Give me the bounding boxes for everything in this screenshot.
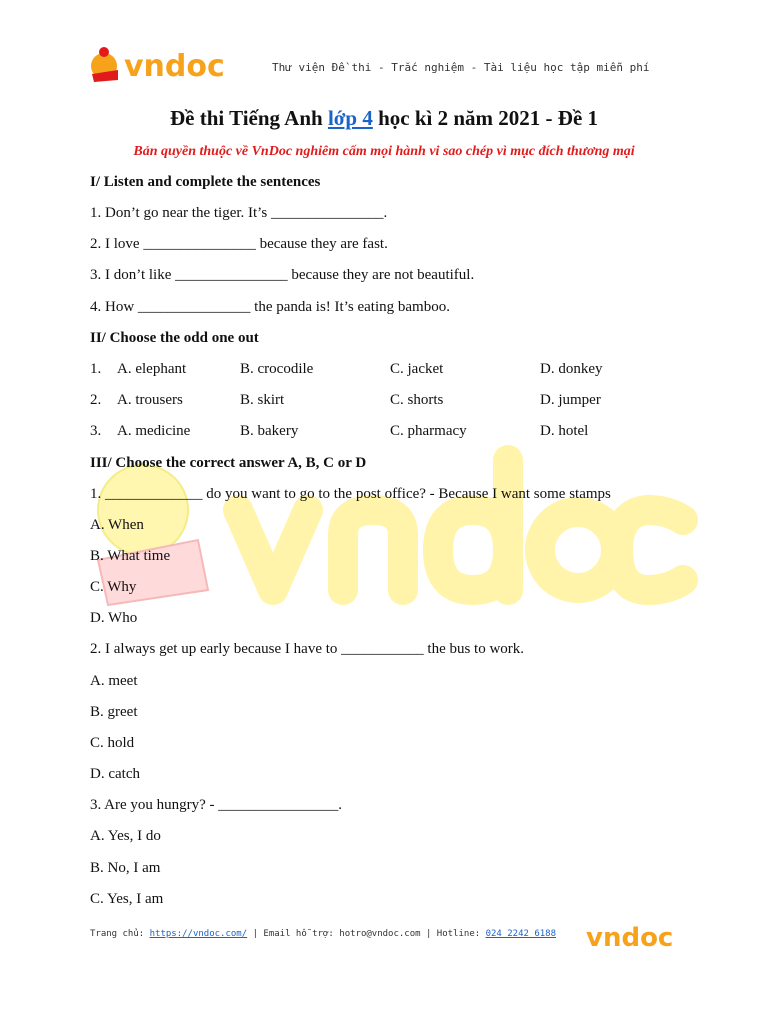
footer-logo-wordmark: vndoc — [586, 923, 674, 952]
q3-option: A. Yes, I do — [90, 828, 161, 844]
logo-wordmark: vndoc — [124, 49, 225, 84]
section-2-heading: II/ Choose the odd one out — [90, 330, 259, 346]
vndoc-logo[interactable] — [88, 44, 238, 84]
q2-option: B. greet — [90, 704, 138, 720]
q2-option: A. meet — [90, 673, 138, 689]
q1-option: B. What time — [90, 548, 171, 564]
odd-option-a: A. elephant — [117, 361, 187, 377]
section-1-heading: I/ Listen and complete the sentences — [90, 174, 321, 190]
odd-option-d: D. hotel — [540, 423, 589, 439]
title-prefix: Đề thi Tiếng Anh — [169, 106, 323, 130]
footer-vndoc-logo[interactable] — [586, 920, 682, 952]
q1-option: C. Why — [90, 579, 137, 595]
odd-option-c: C. shorts — [390, 392, 444, 408]
footer-email-label: | Email hỗ trợ: hotro@vndoc.com | Hotline: — [252, 929, 481, 939]
odd-option-a: A. trousers — [117, 392, 183, 408]
odd-row-number: 2. — [90, 392, 102, 408]
q1-option: D. Who — [90, 610, 138, 626]
q2-option: D. catch — [90, 766, 140, 782]
odd-option-b: B. bakery — [240, 423, 299, 439]
q2-option: C. hold — [90, 735, 135, 751]
odd-option-b: B. crocodile — [240, 361, 314, 377]
page-title — [0, 106, 768, 131]
copyright-notice: Bản quyền thuộc về VnDoc nghiêm cấm mọi hành vi sao chép vì mục đích thương mại — [133, 144, 635, 159]
section-1-item: 4. How _______________ the panda is! It’s eating bamboo. — [90, 299, 450, 315]
title-grade-link[interactable]: lớp 4 — [327, 106, 373, 130]
section-1-item: 1. Don’t go near the tiger. It’s _______________. — [90, 205, 388, 221]
odd-option-d: D. jumper — [540, 392, 601, 408]
q3-option: B. No, I am — [90, 860, 161, 876]
q1-option: A. When — [90, 517, 144, 533]
odd-option-c: C. jacket — [390, 361, 444, 377]
odd-option-b: B. skirt — [240, 392, 285, 408]
tagline: Thư viện Đề thi - Trắc nghiệm - Tài liệu học tập miễn phí — [272, 61, 650, 74]
odd-option-d: D. donkey — [540, 361, 603, 377]
question-2: 2. I always get up early because I have to ___________ the bus to work. — [90, 641, 525, 657]
odd-option-c: C. pharmacy — [390, 423, 467, 439]
section-1-item: 2. I love _______________ because they are fast. — [90, 236, 388, 252]
footer-home-link[interactable]: https://vndoc.com/ — [149, 929, 248, 939]
odd-row-number: 1. — [90, 361, 102, 377]
odd-option-a: A. medicine — [117, 423, 191, 439]
title-suffix: học kì 2 năm 2021 - Đề 1 — [378, 106, 599, 130]
footer-hotline-link[interactable]: 024 2242 6188 — [485, 929, 557, 939]
odd-row-number: 3. — [90, 423, 102, 439]
footer-home-label: Trang chủ: — [90, 929, 145, 939]
section-1-item: 3. I don’t like _______________ because they are not beautiful. — [90, 267, 475, 283]
question-3: 3. Are you hungry? - ________________. — [90, 797, 343, 813]
section-3-heading: III/ Choose the correct answer A, B, C or D — [90, 455, 367, 471]
page-footer — [90, 928, 560, 940]
q3-option: C. Yes, I am — [90, 891, 164, 907]
question-1: 1. _____________ do you want to go to the post office? - Because I want some stamps — [90, 486, 611, 502]
